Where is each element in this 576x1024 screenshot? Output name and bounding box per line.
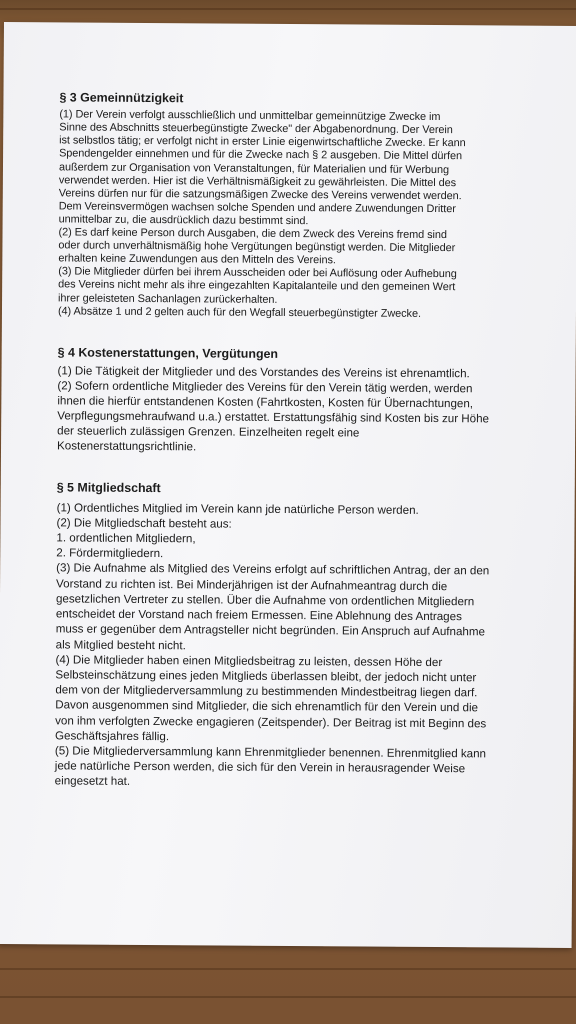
wood-grain [0,968,576,970]
paragraph: (4) Absätze 1 und 2 gelten auch für den Wegfall steuerbegünstigter Zwecke. [57,304,422,320]
paragraph: (1) Ordentliches Mitglied im Verein kann jde natürliche Person werden. [56,501,419,517]
list-item: 1. ordentlichen Mitgliedern, [56,531,196,546]
list-item: 2. Fördermitgliedern. [56,546,164,561]
paragraph: (3) Die Aufnahme als Mitglied des Vereins erfolgt auf schriftlichen Antrag, der an den Vorstand zu richten ist. Bei Minderjährigen ist der Aufnahmeantrag durch die gesetzlichen Vertreter zu stellen. Über die Aufnahme von ordentlichen Mitgliedern entscheidet der Vorstand nach freiem Ermessen. Eine Ablehnung des Antrages muss er gegenüber dem Antragsteller nicht begründen. Ein Anspruch auf Aufnahme als Mitglied besteht nicht. [55,561,490,652]
paragraph: (2) Es darf keine Person durch Ausgaben, die dem Zweck des Vereins fremd sind oder durch unverhältnismäßig hohe Vergütungen begünstigt werden. Die Mitglieder erhalten keine Zuwendungen aus den Mitteln des Vereins. [58,226,456,267]
paragraph: (1) Die Tätigkeit der Mitglieder und des Vorstandes des Vereins ist ehrenamtlich. [57,364,470,381]
paragraph: (1) Der Verein verfolgt ausschließlich und unmittelbar gemeinnützige Zwecke im Sinne des Abschnitts steuerbegünstigte Zwecke" der Abgabenordnung. Der Verein ist selbstlos tätig; er verfolgt nicht in erster Linie eigenwirtschaftliche Zwecke. Er kann Spendengelder einnehmen und für die Zwecke nach § 2 ausgeben. Die Mittel dürfen außerdem zur Organisation von Veranstaltungen, für Materialien und für Werbung verwendet werden. Hier ist die Verhältnismäßigkeit zu gewährleisten. Die Mittel des Vereins dürfen nur für die satzungsmäßigen Zwecke des Vereins verwendet werden. Dem Vereinsvermögen wachsen solche Spenden und andere Zuwendungen Dritter unmittelbar zu, die ausdrücklich dazu bestimmt sind. [58,108,466,228]
section-3-gemeinnuetzigkeit [58,90,552,321]
paragraph: (4) Die Mitglieder haben einen Mitgliedsbeitrag zu leisten, dessen Höhe der Selbsteinschätzung eines jeden Mitglieds überlassen bleibt, der jedoch nicht unter dem von der Mitgliederversammlung zu bestimmenden Mindestbeitrag liegen darf. Davon ausgenommen sind Mitglieder, die sich ehrenamtlich für den Verein und die von ihm verfolgten Zwecke engagieren (Zeitspender). Der Beitrag ist mit Beginn des Geschäftsjahres fällig. [54,653,487,743]
wood-grain [0,8,576,10]
paragraph: (2) Sofern ordentliche Mitglieder des Vereins für den Verein tätig werden, werden ihnen die hierfür entstandenen Kosten (Fahrtkosten, Kosten für Übernachtungen, Verpflegungsmehraufwand u.a.) erstattet. Erstattungsfähig sind Kosten bis zur Höhe der steuerlich zulässigen Grenzen. Einzelheiten regelt eine Kostenerstattungsrichtlinie. [56,379,490,454]
section-4-kostenerstattungen [57,345,550,457]
section-heading: § 5 Mitgliedschaft [56,480,161,496]
paper-sheet [0,22,576,948]
document-body [55,90,552,792]
wood-grain [0,996,576,998]
section-5-mitgliedschaft [55,481,549,792]
section-heading: § 3 Gemeinnützigkeit [59,90,184,106]
paragraph: (5) Die Mitgliederversammlung kann Ehrenmitglieder benennen. Ehrenmitglied kann jede natürliche Person werden, die sich für den Verein in herausragender Weise eingesetzt hat. [54,744,487,789]
paragraph: (3) Die Mitglieder dürfen bei ihrem Ausscheiden oder bei Auflösung oder Aufhebung des Vereins nicht mehr als ihre eingezahlten Kapitalanteile und den gemeinen Wert ihrer geleisteten Sachanlagen zurückerhalten. [58,265,457,306]
section-heading: § 4 Kostenerstattungen, Vergütungen [57,345,279,361]
paragraph: (2) Die Mitgliedschaft besteht aus: [56,516,232,531]
